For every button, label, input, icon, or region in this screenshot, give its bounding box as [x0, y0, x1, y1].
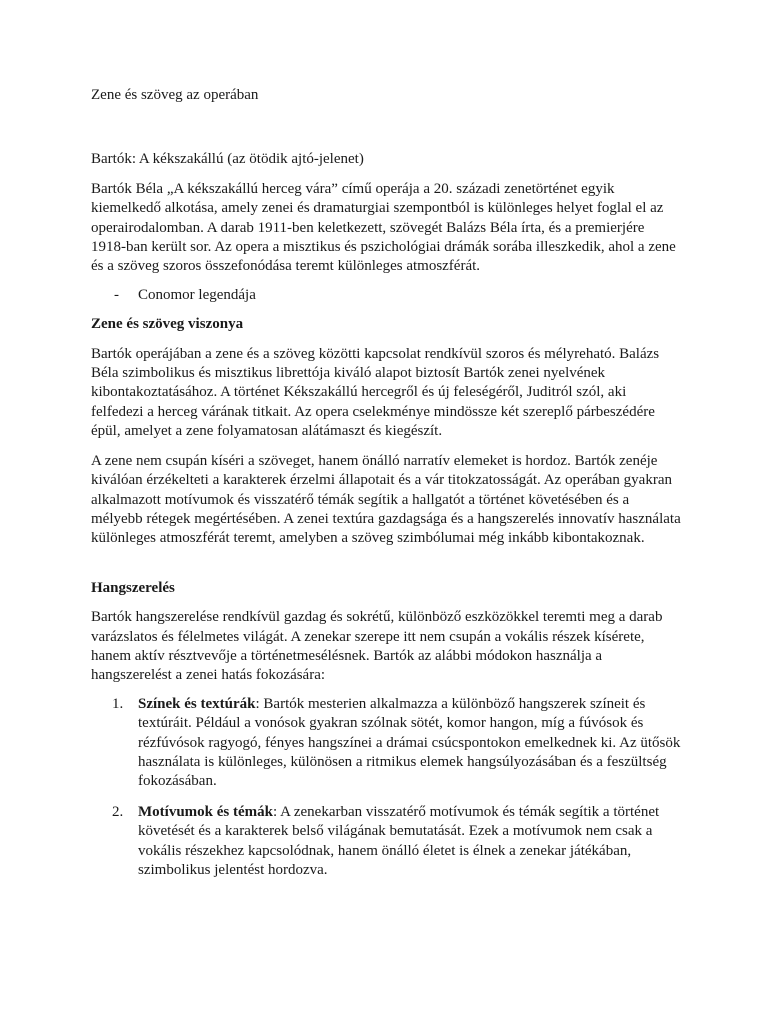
section2-paragraph: Bartók hangszerelése rendkívül gazdag és sokrétű, különböző eszközökkel teremti meg a darab varázslatos és félelmetes világát. A zenekar szerepe itt nem csupán a vokális részek kísérete, hanem aktív résztvevője a történetmesélésnek. Bartók az alábbi módokon használja a hangszerelést a zenei hatás fokozására:	[91, 609, 663, 684]
section1-paragraph: Bartók operájában a zene és a szöveg közötti kapcsolat rendkívül szoros és mélyreható. Balázs Béla szimbolikus és misztikus librettója kiváló alapot biztosít Bartók zenei nyelvének kibontakoztatásához. A történet Kékszakállú hercegről és új feleségéről, Juditról szól, aki felfedezi a herceg várának titkait. Az opera cselekménye mindössze két szereplő párbeszédére épül, amelyet a zene folyamatosan alátámaszt és kiegészít.	[91, 345, 660, 440]
list-item	[91, 286, 681, 305]
document-subtitle: Bartók: A kékszakállú (az ötödik ajtó-jelenet)	[91, 151, 364, 168]
dash-marker: -	[114, 286, 119, 303]
intro-paragraph: Bartók Béla „A kékszakállú herceg vára” című operája a 20. századi zenetörténet egyik kiemelkedő alkotása, amely zenei és dramaturgiai szempontból is különleges helyet foglal el az operairodalomban. A darab 1911-ben keletkezett, szövegét Balázs Béla írta, és a premierjére 1918-ban került sor. Az opera a misztikus és pszichológiai drámák sorába illeszkedik, ahol a zene és a szöveg szoros összefonódása teremt különleges atmoszférát.	[91, 180, 676, 275]
list-item-text: Conomor legendája	[138, 286, 256, 303]
section-heading-orchestration: Hangszerelés	[91, 579, 175, 596]
document-page	[91, 80, 681, 891]
list-number: 1.	[112, 695, 124, 712]
list-item-text: : Bartók mesterien alkalmazza a különböző hangszerek színeit és textúráit. Például a vonósok gyakran szólnak sötét, komor hangon, míg a fúvósok és rézfúvósok ragyogó, fényes hangszínei a drámai csúcspontokon emelkednek ki. Az ütősök használata is különleges, különösen a ritmikus elemek hangsúlyozásában és a feszültség fokozásában.	[138, 695, 681, 790]
list-number: 2.	[112, 803, 124, 820]
list-item-term: Színek és textúrák	[138, 695, 256, 712]
section-heading-text-music: Zene és szöveg viszonya	[91, 316, 244, 333]
list-item	[91, 695, 681, 792]
list-item	[91, 803, 681, 881]
dash-list	[91, 286, 681, 305]
document-title: Zene és szöveg az operában	[91, 87, 259, 103]
list-item-text: : A zenekarban visszatérő motívumok és témák segítik a történet követését és a karakterek belső világának bemutatását. Ezek a motívumok nem csak a vokális részekhez kapcsolódnak, hanem önálló életet is élnek a zenekar játékában, szimbolikus jelentést hordozva.	[138, 803, 660, 878]
section1-paragraph: A zene nem csupán kíséri a szöveget, hanem önálló narratív elemeket is hordoz. Bartók zenéje kiválóan érzékelteti a karakterek érzelmi állapotait és a vár titokzatosságát. Az operában gyakran alkalmazott motívumok és visszatérő témák segítik a hallgatót a történet követésében és a mélyebb rétegek megértésében. A zenei textúra gazdagsága és a hangszerelés innovatív használata különleges atmoszférát teremt, amelyben a szöveg szimbólumai még inkább kibontakoznak.	[91, 452, 681, 547]
list-item-term: Motívumok és témák	[138, 803, 273, 820]
numbered-list	[91, 695, 681, 881]
